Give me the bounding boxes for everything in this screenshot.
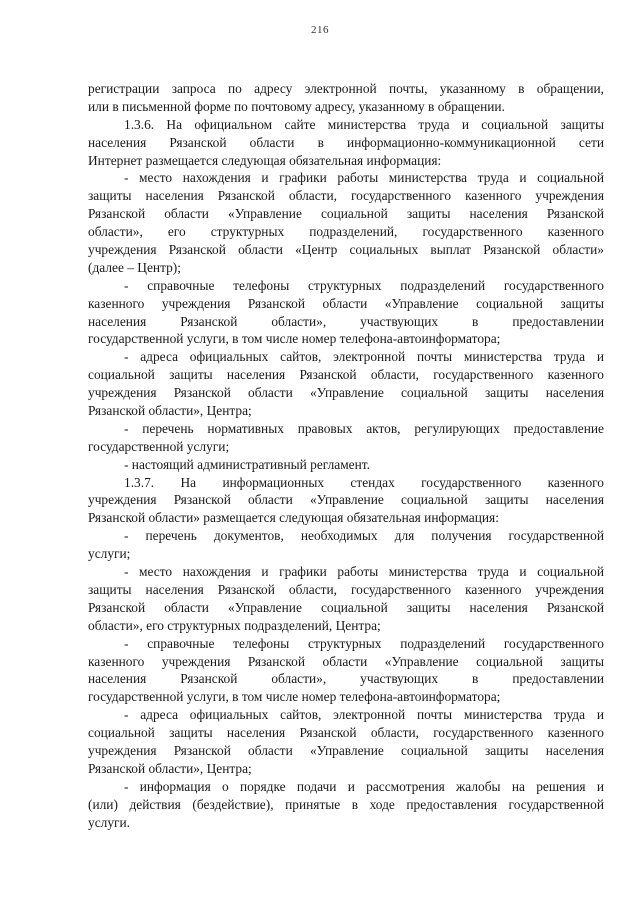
text-line: казенного учреждения Рязанской области «Управление социальной защиты <box>88 653 604 669</box>
text-line: учреждения Рязанской области «Центр социальных выплат Рязанской области» <box>88 242 604 258</box>
text-line: государственной услуги, в том числе номер телефона-автоинформатора; <box>88 689 501 705</box>
text-line: государственной услуги; <box>88 438 230 454</box>
text-line: Рязанской области «Управление социальной защиты населения Рязанской <box>88 599 604 615</box>
text-line: учреждения Рязанской области «Управление социальной защиты населения <box>88 742 604 758</box>
text-line: или в письменной форме по почтовому адресу, указанному в обращении. <box>88 98 505 114</box>
text-line: - справочные телефоны структурных подразделений государственного <box>124 635 604 651</box>
text-line: - адреса официальных сайтов, электронной почты министерства труда и <box>124 707 604 723</box>
text-line: (или) действия (бездействие), принятые в ходе предоставления государственной <box>88 796 604 812</box>
text-line: населения Рязанской области в информационно-коммуникационной сети <box>88 134 604 150</box>
text-line: регистрации запроса по адресу электронной почты, указанному в обращении, <box>88 81 604 96</box>
text-line: услуги; <box>88 546 131 562</box>
text-line: населения Рязанской области», участвующих в предоставлении <box>88 313 604 329</box>
text-line: социальной защиты населения Рязанской области, государственного казенного <box>88 367 604 383</box>
text-line: защиты населения Рязанской области, государственного казенного учреждения <box>88 188 604 204</box>
text-line: учреждения Рязанской области «Управление социальной защиты населения <box>88 492 604 508</box>
text-line: защиты населения Рязанской области, государственного казенного учреждения <box>88 581 604 597</box>
text-line: области», его структурных подразделений, государственного казенного <box>88 224 604 240</box>
page-number: 216 <box>311 24 329 36</box>
text-line: учреждения Рязанской области «Управление социальной защиты населения <box>88 385 604 401</box>
text-line: - перечень документов, необходимых для получения государственной <box>124 528 604 544</box>
text-line: - справочные телефоны структурных подразделений государственного <box>124 277 604 293</box>
text-line: Интернет размещается следующая обязательная информация: <box>88 152 442 168</box>
text-line: - информация о порядке подачи и рассмотрения жалобы на решения и <box>124 778 604 794</box>
text-line: - перечень нормативных правовых актов, регулирующих предоставление <box>124 420 604 436</box>
text-line: 1.3.6. На официальном сайте министерства труда и социальной защиты <box>124 116 604 132</box>
text-line: 1.3.7. На информационных стендах государственного казенного <box>124 474 604 490</box>
text-line: Рязанской области», Центра; <box>88 760 252 776</box>
text-line: Рязанской области «Управление социальной защиты населения Рязанской <box>88 206 604 222</box>
text-line: - адреса официальных сайтов, электронной почты министерства труда и <box>124 349 604 365</box>
text-line: Рязанской области» размещается следующая обязательная информация: <box>88 510 499 526</box>
text-line: населения Рязанской области», участвующих в предоставлении <box>88 671 604 687</box>
text-line: - место нахождения и графики работы министерства труда и социальной <box>124 564 604 580</box>
text-line: казенного учреждения Рязанской области «Управление социальной защиты <box>88 295 604 311</box>
text-line: социальной защиты населения Рязанской области, государственного казенного <box>88 725 604 741</box>
text-line: области», его структурных подразделений, Центра; <box>88 617 381 633</box>
text-line: - настоящий административный регламент. <box>124 456 370 472</box>
text-line: - место нахождения и графики работы министерства труда и социальной <box>124 170 604 186</box>
text-line: Рязанской области», Центра; <box>88 403 252 419</box>
text-line: (далее – Центр); <box>88 259 181 275</box>
document-body <box>88 80 604 831</box>
text-line: услуги. <box>88 814 131 830</box>
text-line: государственной услуги, в том числе номер телефона-автоинформатора; <box>88 331 501 347</box>
